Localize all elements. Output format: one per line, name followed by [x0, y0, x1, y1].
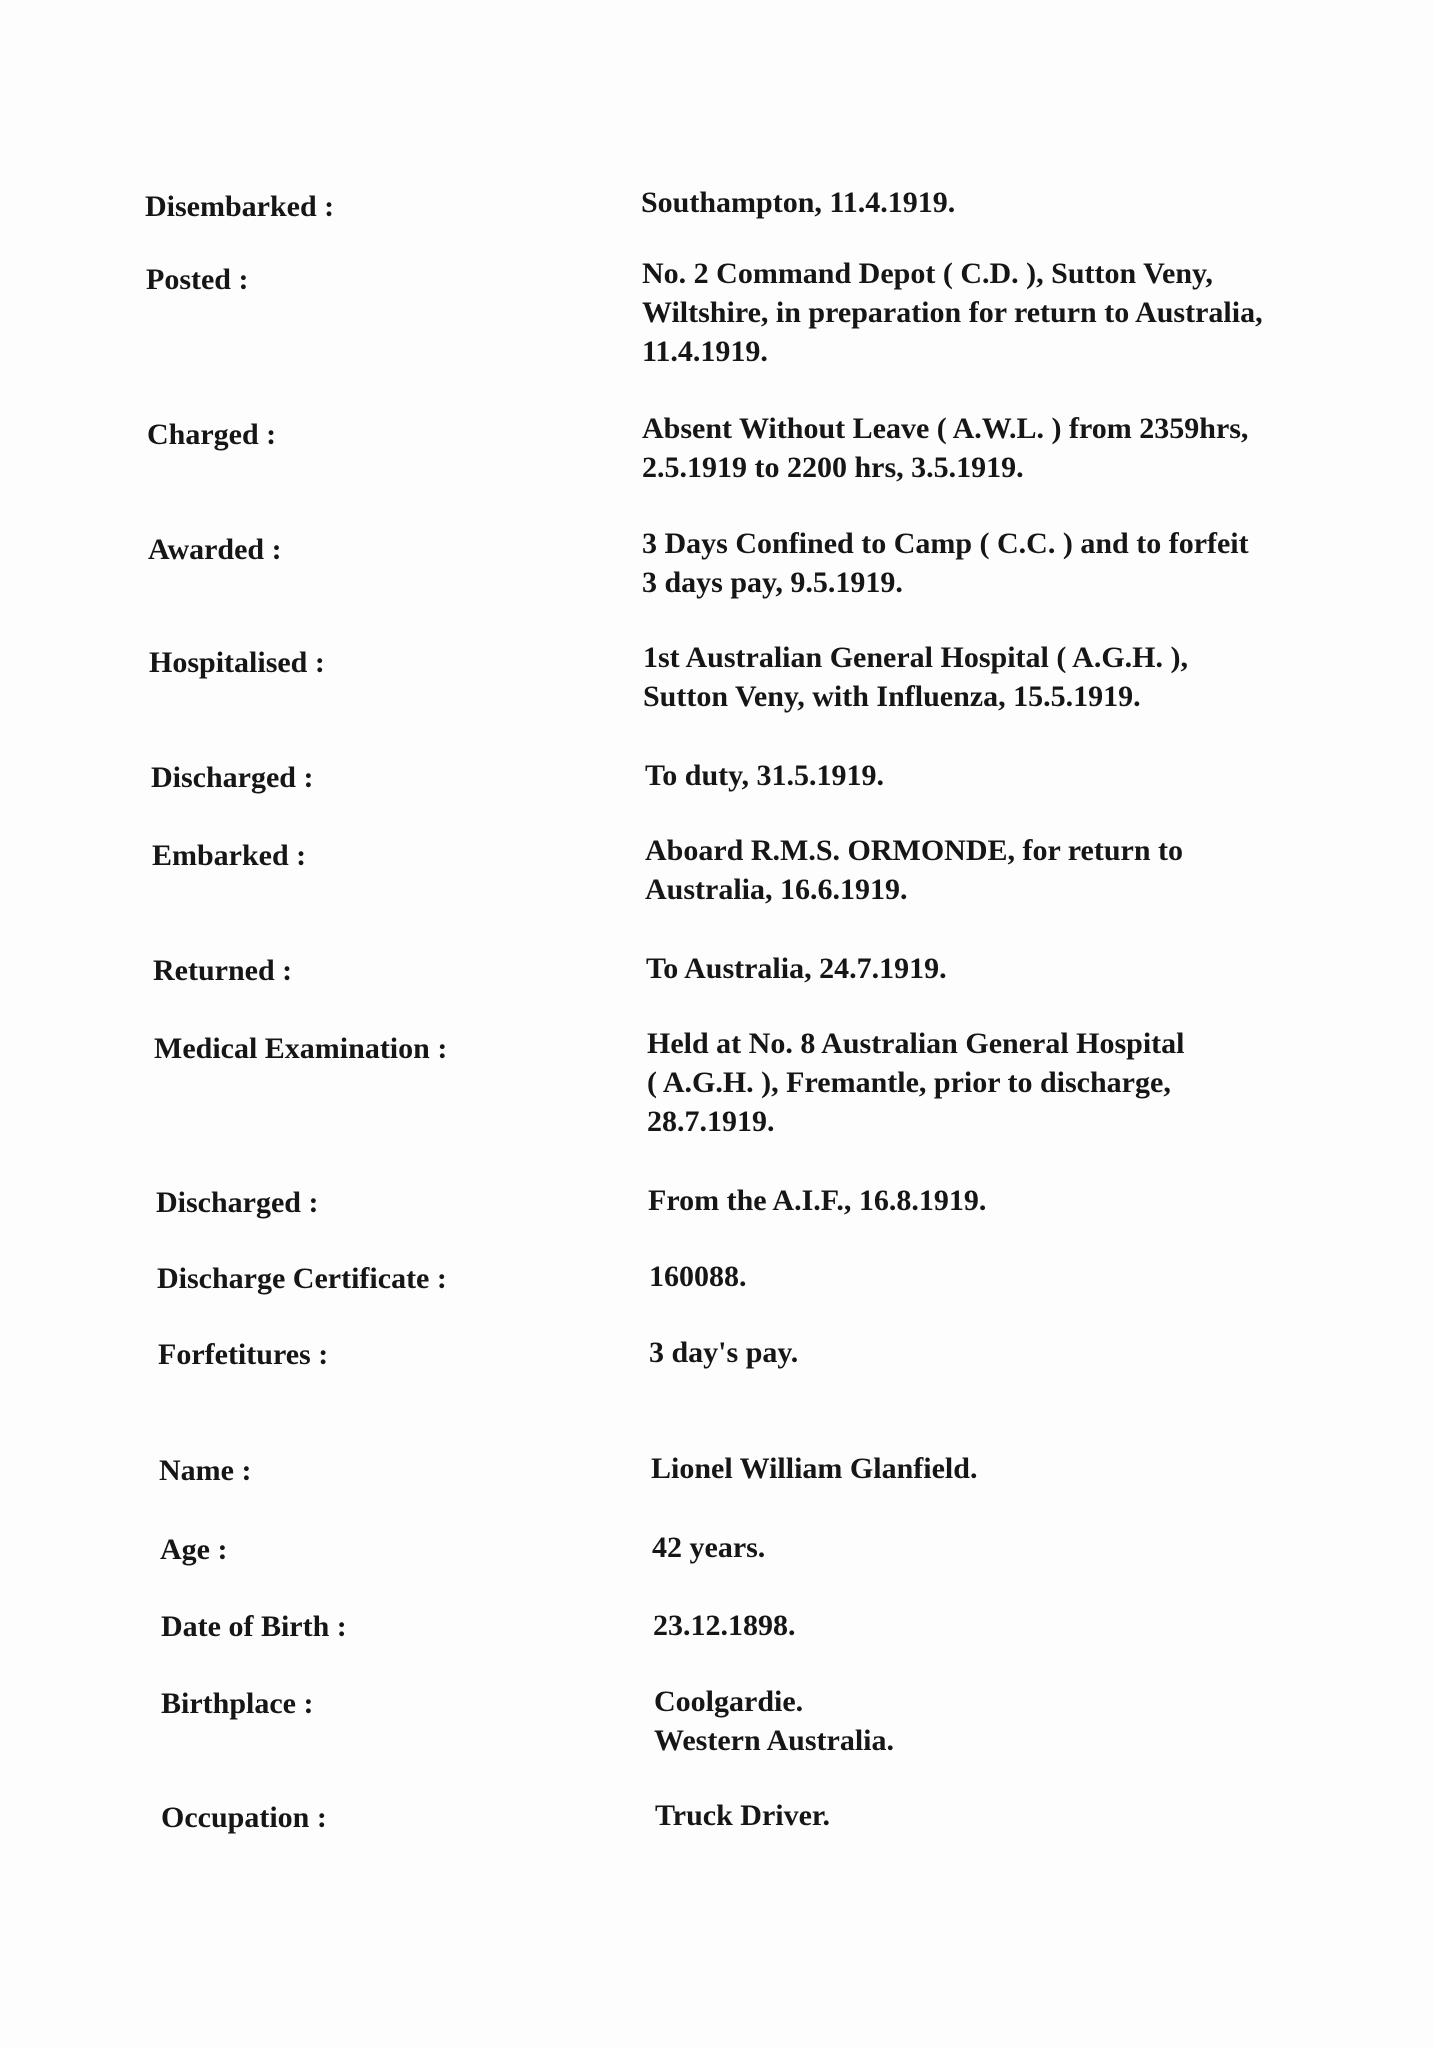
- entry-value: [645, 831, 1365, 909]
- entry-label: Medical Examination :: [154, 1032, 448, 1065]
- value-line: 3 Days Confined to Camp ( C.C. ) and to forfeit: [642, 527, 1249, 560]
- entry-value: [645, 756, 1365, 795]
- entry-value: [651, 1449, 1371, 1488]
- entry-label: Forfetitures :: [158, 1338, 329, 1371]
- entry-label: Disembarked :: [145, 190, 335, 223]
- entry-value: [652, 1528, 1372, 1567]
- value-line: 3 day's pay.: [649, 1336, 799, 1369]
- value-line: 2.5.1919 to 2200 hrs, 3.5.1919.: [642, 451, 1024, 484]
- value-line: 160088.: [649, 1260, 747, 1293]
- entry-value: [646, 949, 1366, 988]
- entry-label: Returned :: [153, 954, 293, 987]
- entry-label: Age :: [160, 1533, 228, 1566]
- entry-label: Birthplace :: [161, 1687, 314, 1720]
- entry-label: Name :: [159, 1454, 252, 1487]
- value-line: Wiltshire, in preparation for return to Australia,: [642, 296, 1263, 329]
- entry-value: [649, 1333, 1369, 1372]
- value-line: Aboard R.M.S. ORMONDE, for return to: [645, 834, 1184, 867]
- value-line: ( A.G.H. ), Fremantle, prior to discharge,: [647, 1066, 1171, 1099]
- value-line: 28.7.1919.: [647, 1105, 775, 1138]
- value-line: Western Australia.: [654, 1724, 894, 1757]
- value-line: Held at No. 8 Australian General Hospital: [647, 1027, 1185, 1060]
- entry-value: [653, 1606, 1373, 1645]
- value-line: 11.4.1919.: [642, 335, 768, 368]
- entry-value: [643, 638, 1363, 716]
- value-line: 42 years.: [652, 1531, 766, 1564]
- entry-value: [649, 1257, 1369, 1296]
- entry-value: [654, 1682, 1374, 1760]
- value-line: Truck Driver.: [655, 1799, 830, 1832]
- entry-label: Discharged :: [151, 761, 314, 794]
- value-line: Australia, 16.6.1919.: [645, 873, 908, 906]
- entry-label: Discharged :: [156, 1186, 319, 1219]
- entry-label: Embarked :: [152, 839, 307, 872]
- value-line: Lionel William Glanfield.: [651, 1452, 978, 1485]
- value-line: 23.12.1898.: [653, 1609, 796, 1642]
- entry-value: [655, 1796, 1375, 1835]
- entry-label: Date of Birth :: [161, 1610, 347, 1643]
- entry-value: [648, 1181, 1368, 1220]
- entry-label: Posted :: [146, 263, 249, 296]
- value-line: Sutton Veny, with Influenza, 15.5.1919.: [643, 680, 1141, 713]
- value-line: Absent Without Leave ( A.W.L. ) from 2359hrs,: [642, 412, 1249, 445]
- entry-value: [642, 409, 1362, 487]
- entry-label: Awarded :: [148, 533, 282, 566]
- entry-value: [641, 183, 1361, 222]
- value-line: To duty, 31.5.1919.: [645, 759, 884, 792]
- value-line: To Australia, 24.7.1919.: [646, 952, 947, 985]
- value-line: Southampton, 11.4.1919.: [641, 186, 956, 219]
- entry-label: Discharge Certificate :: [157, 1262, 447, 1295]
- entry-value: [647, 1024, 1367, 1141]
- value-line: 1st Australian General Hospital ( A.G.H. ),: [643, 641, 1189, 674]
- value-line: 3 days pay, 9.5.1919.: [642, 566, 903, 599]
- value-line: Coolgardie.: [654, 1685, 804, 1718]
- entry-label: Occupation :: [161, 1801, 327, 1834]
- entry-label: Charged :: [147, 418, 277, 451]
- entry-label: Hospitalised :: [149, 646, 325, 679]
- entry-value: [642, 254, 1362, 371]
- value-line: No. 2 Command Depot ( C.D. ), Sutton Veny,: [642, 257, 1213, 290]
- entry-value: [642, 524, 1362, 602]
- value-line: From the A.I.F., 16.8.1919.: [648, 1184, 987, 1217]
